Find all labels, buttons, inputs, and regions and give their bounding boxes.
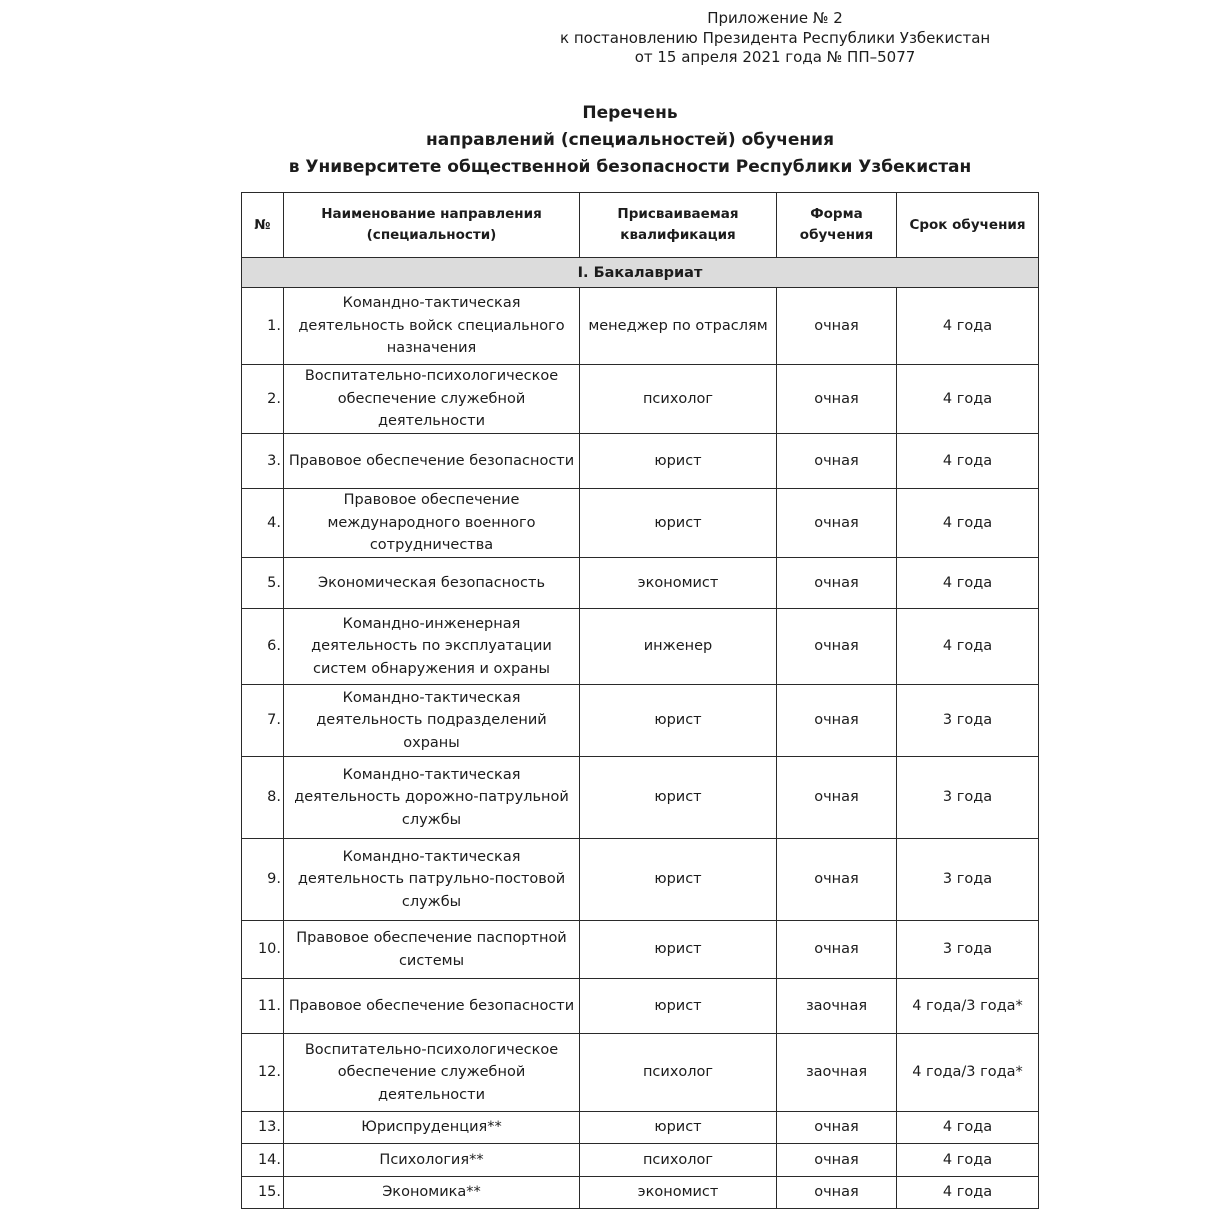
row-specialty: Правовое обеспечение безопасности [284,979,580,1034]
row-number: 14. [242,1144,284,1177]
column-header-form: Форма обучения [777,193,897,258]
row-number: 7. [242,685,284,757]
row-study-form: очная [777,1112,897,1144]
row-study-term: 4 года [897,1112,1039,1144]
row-number: 10. [242,921,284,979]
table-row [242,1177,1039,1209]
table-row [242,1144,1039,1177]
row-specialty: Командно-тактическая деятельность дорожно-патрульной службы [284,757,580,839]
row-study-form: очная [777,839,897,921]
row-study-term: 4 года/3 года* [897,979,1039,1034]
row-number: 8. [242,757,284,839]
table-row [242,685,1039,757]
row-specialty: Воспитательно-психологическое обеспечение служебной деятельности [284,365,580,434]
row-qualification: юрист [580,434,777,489]
row-number: 15. [242,1177,284,1209]
row-study-term: 4 года/3 года* [897,1034,1039,1112]
table-row [242,558,1039,609]
row-study-term: 4 года [897,489,1039,558]
annex-note [560,9,990,68]
column-header-number: № [242,193,284,258]
row-specialty: Юриспруденция** [284,1112,580,1144]
table-row [242,365,1039,434]
row-number: 1. [242,288,284,365]
row-qualification: психолог [580,1144,777,1177]
row-specialty: Командно-инженерная деятельность по эксплуатации систем обнаружения и охраны [284,609,580,685]
column-header-qualification: Присваиваемая квалификация [580,193,777,258]
row-study-term: 3 года [897,839,1039,921]
row-qualification: юрист [580,979,777,1034]
row-study-form: очная [777,1144,897,1177]
row-qualification: юрист [580,1112,777,1144]
row-study-form: очная [777,365,897,434]
annex-line: от 15 апреля 2021 года № ПП–5077 [634,48,916,66]
table-row [242,609,1039,685]
annex-line: к постановлению Президента Республики Узбекистан [560,28,991,47]
table-row [242,921,1039,979]
table-row [242,979,1039,1034]
table-row [242,489,1039,558]
row-study-form: очная [777,1177,897,1209]
title-line: в Университете общественной безопасности Республики Узбекистан [288,157,972,177]
table-row [242,1034,1039,1112]
row-study-form: заочная [777,979,897,1034]
row-qualification: юрист [580,757,777,839]
row-number: 3. [242,434,284,489]
row-study-term: 4 года [897,365,1039,434]
title-line: Перечень [582,103,678,123]
row-qualification: экономист [580,558,777,609]
row-study-form: очная [777,609,897,685]
row-study-term: 4 года [897,609,1039,685]
table-row [242,434,1039,489]
row-qualification: инженер [580,609,777,685]
row-qualification: юрист [580,489,777,558]
row-specialty: Правовое обеспечение международного военного сотрудничества [284,489,580,558]
row-qualification: экономист [580,1177,777,1209]
row-number: 2. [242,365,284,434]
section-label: I. Бакалавриат [242,258,1039,288]
document-title [200,100,1060,181]
column-header-term: Срок обучения [897,193,1039,258]
table-row [242,757,1039,839]
annex-line: Приложение № 2 [707,9,843,27]
row-specialty: Правовое обеспечение паспортной системы [284,921,580,979]
row-specialty: Командно-тактическая деятельность патрульно-постовой службы [284,839,580,921]
row-study-term: 3 года [897,921,1039,979]
row-specialty: Правовое обеспечение безопасности [284,434,580,489]
row-specialty: Экономика** [284,1177,580,1209]
specialties-table [241,192,1039,1209]
section-row [242,258,1039,288]
table-row [242,839,1039,921]
row-study-term: 4 года [897,558,1039,609]
row-qualification: юрист [580,839,777,921]
row-qualification: психолог [580,1034,777,1112]
row-study-form: очная [777,921,897,979]
table-row [242,288,1039,365]
row-specialty: Экономическая безопасность [284,558,580,609]
row-study-term: 4 года [897,434,1039,489]
row-qualification: юрист [580,921,777,979]
row-study-form: очная [777,757,897,839]
row-study-form: очная [777,434,897,489]
row-specialty: Командно-тактическая деятельность войск специального назначения [284,288,580,365]
row-specialty: Командно-тактическая деятельность подразделений охраны [284,685,580,757]
row-study-form: заочная [777,1034,897,1112]
row-number: 11. [242,979,284,1034]
table-header-row [242,193,1039,258]
row-number: 12. [242,1034,284,1112]
row-study-term: 3 года [897,757,1039,839]
row-number: 5. [242,558,284,609]
row-qualification: менеджер по отраслям [580,288,777,365]
row-number: 6. [242,609,284,685]
row-study-form: очная [777,685,897,757]
row-study-term: 4 года [897,288,1039,365]
row-number: 9. [242,839,284,921]
row-number: 13. [242,1112,284,1144]
row-study-term: 4 года [897,1177,1039,1209]
row-specialty: Психология** [284,1144,580,1177]
title-line: направлений (специальностей) обучения [425,130,835,150]
column-header-name: Наименование направления (специальности) [284,193,580,258]
row-specialty: Воспитательно-психологическое обеспечение служебной деятельности [284,1034,580,1112]
row-qualification: юрист [580,685,777,757]
row-study-term: 3 года [897,685,1039,757]
row-study-form: очная [777,489,897,558]
row-qualification: психолог [580,365,777,434]
table-row [242,1112,1039,1144]
row-number: 4. [242,489,284,558]
row-study-form: очная [777,558,897,609]
row-study-term: 4 года [897,1144,1039,1177]
row-study-form: очная [777,288,897,365]
